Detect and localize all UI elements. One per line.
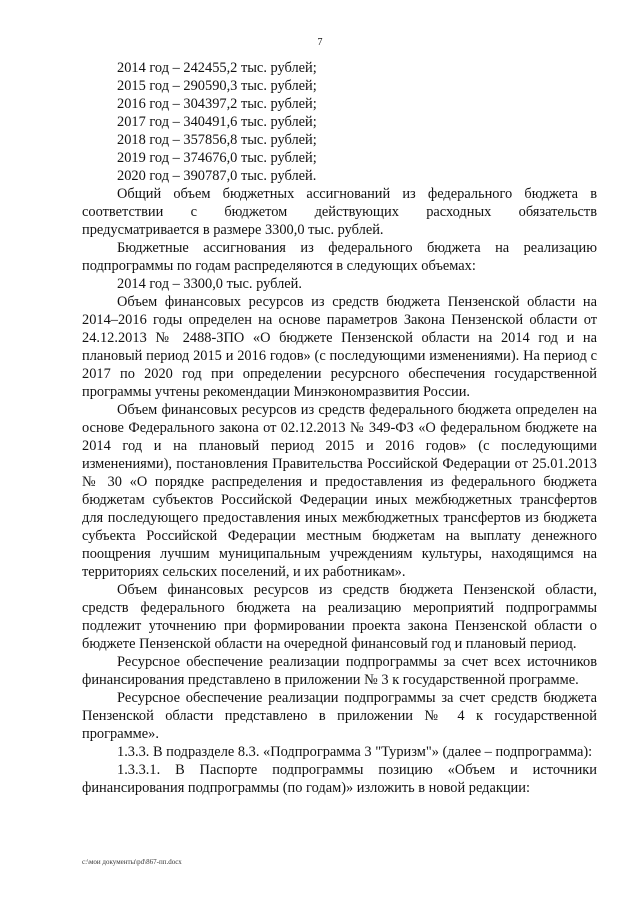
footer-file-path: c:\мои документы\pd\867-пп.docx	[82, 858, 182, 866]
paragraph: 2016 год – 304397,2 тыс. рублей;	[117, 96, 317, 112]
paragraph: Объем финансовых ресурсов из средств федерального бюджета определен на основе Федерального закона от 02.12.2013 № 349-ФЗ «О федеральном бюджете на 2014 год и на плановый период 2015 и 2016 годов» (с последующими изменениями), постановления Правительства Российской Федерации от 25.01.2013 № 30 «О порядке распределения и предоставления из федерального бюджета бюджетам субъектов Российской Федерации иных межбюджетных трансфертов для последующего предоставления иных межбюджетных трансфертов из бюджета субъекта Российской Федерации местным бюджетам на выплату денежного поощрения лучшим муниципальным учреждениям культуры, находящимся на территориях сельских поселений, и их работникам».	[82, 402, 597, 580]
paragraph: 1.3.3. В подразделе 8.3. «Подпрограмма 3 "Туризм"» (далее – подпрограмма):	[117, 744, 593, 760]
document-body	[82, 59, 597, 797]
paragraph: 2018 год – 357856,8 тыс. рублей;	[117, 132, 317, 148]
paragraph: Бюджетные ассигнования из федерального бюджета на реализацию подпрограммы по годам распределяются в следующих объемах:	[82, 240, 597, 274]
paragraph: Объем финансовых ресурсов из средств бюджета Пензенской области, средств федерального бюджета на реализацию мероприятий подпрограммы подлежит уточнению при формировании проекта закона Пензенской области о бюджете Пензенской области на очередной финансовый год и плановый период.	[82, 582, 597, 652]
paragraph: 1.3.3.1. В Паспорте подпрограммы позицию «Объем и источники финансирования подпрограммы (по годам)» изложить в новой редакции:	[82, 762, 597, 796]
paragraph: Объем финансовых ресурсов из средств бюджета Пензенской области на 2014–2016 годы определен на основе параметров Закона Пензенской области от 24.12.2013 № 2488-ЗПО «О бюджете Пензенской области на 2014 год и на плановый период 2015 и 2016 годов» (с последующими изменениями). На период с 2017 по 2020 год при определении ресурсного обеспечения государственной программы учтены рекомендации Минэкономразвития России.	[82, 294, 597, 400]
page-number: 7	[317, 37, 323, 48]
paragraph: Общий объем бюджетных ассигнований из федерального бюджета в соответствии с бюджетом действующих расходных обязательств предусматривается в размере 3300,0 тыс. рублей.	[82, 186, 597, 238]
paragraph: Ресурсное обеспечение реализации подпрограммы за счет средств бюджета Пензенской области представлено в приложении № 4 к государственной программе».	[82, 690, 597, 742]
paragraph: 2015 год – 290590,3 тыс. рублей;	[117, 78, 317, 94]
paragraph: Ресурсное обеспечение реализации подпрограммы за счет всех источников финансирования представлено в приложении № 3 к государственной программе.	[82, 654, 597, 688]
paragraph: 2019 год – 374676,0 тыс. рублей;	[117, 150, 317, 166]
paragraph: 2017 год – 340491,6 тыс. рублей;	[117, 114, 317, 130]
paragraph: 2020 год – 390787,0 тыс. рублей.	[117, 168, 317, 184]
paragraph: 2014 год – 3300,0 тыс. рублей.	[117, 276, 302, 292]
paragraph: 2014 год – 242455,2 тыс. рублей;	[117, 60, 317, 76]
